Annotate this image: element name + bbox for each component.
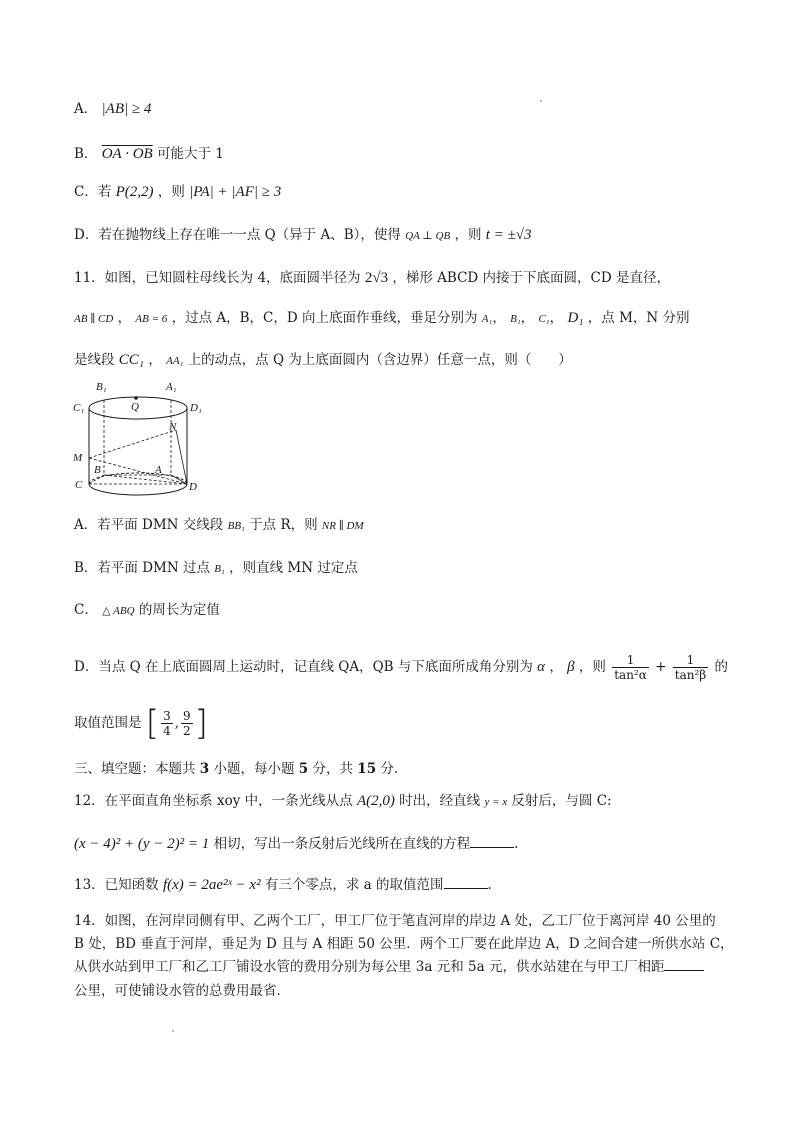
option-label: A．: [74, 101, 98, 117]
math-expr: CC₁: [118, 352, 145, 368]
heading-number: 5: [298, 761, 309, 777]
option-text: ，则: [454, 227, 482, 243]
denominator: 4: [163, 724, 171, 738]
heading-text: 小题，每小题: [209, 761, 299, 777]
math-expr: QA ⊥ QB: [405, 230, 451, 242]
label-b1: B₁: [96, 381, 107, 393]
option-text: 取值范围是: [74, 715, 142, 731]
q10-option-d: [74, 224, 733, 247]
option-text: A．若平面 DMN 交线段: [74, 517, 224, 533]
question-text: 相切，写出一条反射后光线所在直线的方程: [213, 836, 471, 852]
fraction-lower: [161, 709, 173, 738]
math-expr: A(2,0): [356, 793, 395, 809]
heading-text: 三、填空题：本题共: [74, 761, 200, 777]
question-text: 12．在平面直角坐标系 xoy 中，一条光线从点: [74, 793, 353, 809]
q11-option-c: [74, 599, 733, 622]
option-text: 的周长为定值: [138, 602, 220, 618]
q11-option-d: [74, 650, 733, 684]
math-expr: C₁: [538, 313, 550, 325]
math-expr: D₁: [567, 310, 584, 326]
question-text: 反射后，与圆 C:: [511, 793, 612, 809]
option-text: ，则直线 MN 过定点: [229, 560, 358, 576]
q14-line-3: [74, 956, 733, 978]
option-label: B．: [74, 146, 98, 162]
option-text: ，则: [578, 659, 606, 675]
label-n: N: [169, 421, 177, 433]
q11-option-d-range: [74, 703, 733, 744]
right-bracket: ]: [194, 703, 208, 744]
denominator: tan²β: [674, 668, 707, 682]
left-bracket: [: [145, 703, 160, 744]
math-expr: B₁: [510, 313, 521, 325]
math-expr: OA · OB: [101, 146, 153, 162]
scan-speck: [540, 100, 542, 102]
option-text: 的: [714, 659, 728, 675]
question-text: 14．如图，在河岸同侧有甲、乙两个工厂，甲工厂位于笔直河岸的岸边 A 处，乙工厂位于离河岸 40 公里的: [74, 913, 716, 929]
math-expr: |PA| + |AF| ≥ 3: [189, 184, 282, 200]
label-c1: C₁: [73, 402, 85, 414]
question-text: 从供水站到甲工厂和乙工厂铺设水管的费用分别为每公里 3a 元和 5a 元，供水站建在与甲工厂相距: [74, 959, 665, 975]
label-a: A: [155, 464, 162, 476]
option-text: C．: [74, 602, 98, 618]
option-label: C．若: [74, 184, 112, 200]
math-expr: 2√3: [364, 270, 389, 286]
numerator: 9: [183, 709, 191, 723]
math-expr: NR ∥ DM: [321, 520, 364, 532]
q11-option-b: [74, 557, 733, 580]
option-text: ，: [549, 659, 563, 675]
numerator: 3: [163, 709, 171, 723]
math-expr: B₁: [214, 563, 225, 575]
cylinder-figure: [68, 378, 208, 503]
option-text: 于点 R，则: [249, 517, 318, 533]
heading-number: 3: [199, 761, 210, 777]
bottom-circle-front: [89, 484, 187, 495]
math-expr: α: [537, 659, 546, 675]
label-c: C: [75, 479, 83, 491]
math-expr: AB = 6: [135, 313, 168, 325]
heading-text: 分.: [376, 761, 399, 777]
scan-speck: [172, 1030, 174, 1032]
math-expr: (x − 4)² + (y − 2)² = 1: [74, 836, 210, 852]
q13-line: [74, 874, 733, 896]
question-text: .: [487, 877, 492, 893]
question-text: B 处，BD 垂直于河岸，垂足为 D 且与 A 相距 50 公里．两个工厂要在此岸边 A，D 之间合建一所供水站 C，: [74, 936, 734, 952]
stem-text: 是线段: [74, 352, 115, 368]
q14-line-4: [74, 980, 733, 1002]
stem-text: ，: [148, 352, 162, 368]
q11-stem-line-2: AB ∥ CD ， AB = 6 ，过点 A，B，C，D 向上底面作垂线，垂足分别为 A₁， B₁， C₁， D₁ ，点 M，N 分别: [74, 310, 690, 326]
math-expr: β: [567, 659, 575, 675]
question-text: .: [514, 836, 519, 852]
math-expr: y = x: [484, 796, 508, 808]
q11-stem-line-3: [74, 349, 733, 372]
question-text: 13．已知函数: [74, 877, 159, 893]
denominator: 2: [183, 724, 191, 738]
q10-option-b: [74, 143, 733, 165]
fraction-upper: [181, 709, 193, 738]
segment-ad: [171, 475, 187, 484]
math-expr: BB₁: [227, 520, 245, 532]
option-text: ，则: [157, 184, 185, 200]
math-expr: △ ABQ: [102, 605, 135, 617]
option-text: D．当点 Q 在上底面圆周上运动时，记直线 QA，QB 与下底面所成角分别为: [74, 659, 533, 675]
math-expr: t = ±√3: [485, 227, 532, 243]
bottom-circle-back: [89, 473, 187, 484]
segment-nd: [176, 430, 187, 484]
stem-text: ，: [117, 310, 132, 326]
math-expr: f(x) = 2ae²ˣ − x²: [162, 877, 261, 893]
section-heading: [74, 758, 733, 780]
numerator: 1: [612, 653, 649, 668]
q14-line-2: [74, 933, 733, 955]
plus-sign: +: [655, 659, 667, 675]
heading-text: 分，共: [308, 761, 358, 777]
math-expr: AB ∥ CD: [74, 313, 114, 325]
math-expr: AA₁: [166, 355, 184, 367]
label-d1: D₁: [190, 402, 202, 414]
label-a1: A₁: [166, 381, 177, 393]
q10-option-a: [74, 98, 733, 120]
comma: ,: [174, 715, 179, 731]
answer-blank[interactable]: [470, 833, 514, 848]
segment-bd: [104, 475, 187, 484]
label-q: Q: [131, 401, 139, 413]
q11-option-a: [74, 514, 733, 537]
stem-text: ，点 M，N 分别: [587, 310, 690, 326]
q10-option-c: [74, 181, 733, 203]
numerator: 1: [673, 653, 708, 668]
question-text: 时出，经直线: [399, 793, 481, 809]
label-b: B: [94, 464, 101, 476]
fraction-2: [673, 653, 708, 682]
option-label: D．若在抛物线上存在唯一一点 Q（异于 A、B），使得: [74, 227, 401, 243]
stem-text: ，过点 A，B，C，D 向上底面作垂线，垂足分别为: [171, 310, 478, 326]
math-expr: P(2,2): [115, 184, 154, 200]
q14-line-1: [74, 910, 733, 932]
label-m: M: [73, 452, 83, 464]
segment-mn: [89, 430, 176, 458]
fraction-1: [612, 653, 649, 682]
heading-number: 15: [357, 761, 377, 777]
math-expr: A₁: [481, 313, 493, 325]
point-q: [134, 396, 138, 400]
label-d: D: [189, 481, 197, 493]
q12-line-1: [74, 790, 733, 813]
denominator: tan²α: [614, 668, 647, 682]
option-text: 可能大于 1: [157, 146, 224, 162]
q11-stem-line-1: [74, 267, 733, 289]
q12-line-2: [74, 833, 733, 855]
math-expr: |AB| ≥ 4: [101, 101, 152, 117]
answer-blank[interactable]: [664, 956, 704, 971]
question-text: 有三个零点，求 a 的取值范围: [264, 877, 444, 893]
answer-blank[interactable]: [444, 874, 488, 889]
question-text: 公里，可使铺设水管的总费用最省．: [74, 983, 290, 999]
stem-text: 上的动点，点 Q 为上底面圆内（含边界）任意一点，则（ ）: [187, 352, 572, 368]
stem-text: 11．如图，已知圆柱母线长为 4，底面圆半径为: [74, 270, 361, 286]
stem-text: ，梯形 ABCD 内接于下底面圆，CD 是直径，: [392, 270, 670, 286]
option-text: B．若平面 DMN 过点: [74, 560, 210, 576]
